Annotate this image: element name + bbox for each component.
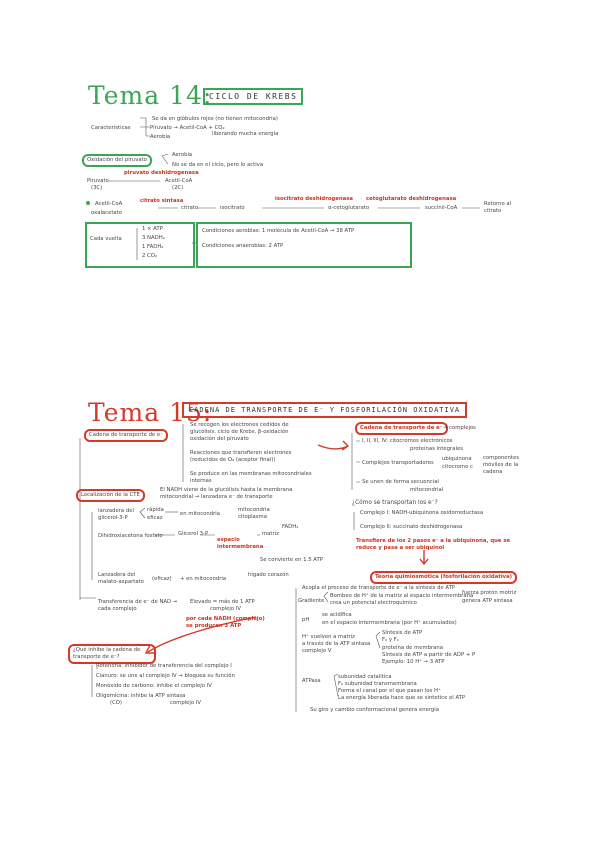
eleva: Elevado = más de 1 ATP — [190, 599, 255, 605]
car-3: Aerobia — [150, 134, 171, 140]
ct-5: ubiquinona — [442, 456, 472, 462]
teo-17: F₀ subunidad transmembrana — [338, 681, 417, 687]
lanz-asp-2: malato-aspartato — [98, 579, 144, 585]
c-4: Reacciones que transfieren electrones — [190, 450, 292, 456]
cetoglutarato: α-cetoglutarato — [328, 205, 370, 211]
espacio: espacio intermembrana — [217, 537, 264, 550]
gradiente: Gradiente — [298, 598, 325, 604]
tema15-box-label: CADENA DE TRANSPORTE DE E⁻ Y FOSFORILACIÓN OXIDATIVA — [182, 402, 467, 418]
tema14-box-label: CICLO DE KREBS — [203, 88, 303, 105]
eficaz: eficaz — [147, 515, 163, 521]
transf: Transferencia de e⁻ de NAD → cada complejo — [98, 599, 178, 612]
v-1: 1 × ATP — [142, 226, 163, 232]
rapida: rápida — [147, 507, 164, 513]
teo-15: Ejemplo: 10 H⁺ → 3 ATP — [382, 659, 445, 665]
ct-4: Complejos transportadores — [362, 460, 434, 466]
isocitrato-dh: isocitrato deshidrogenasa — [275, 196, 353, 202]
c-1: Se recogen los electrones cedidos de — [190, 422, 289, 428]
teo-13: proteína de membrana — [382, 645, 444, 651]
pdh-enzyme: piruvato deshidrogenasa — [124, 170, 199, 176]
cond-1: Condiciones aerobias: 1 molécula de Acetil-CoA → 38 ATP — [202, 228, 355, 234]
cadena-label: Cadena de transporte de e⁻ — [84, 429, 168, 442]
ox-2: No se da en el ciclo, pero lo activa — [172, 162, 264, 168]
matriz: matriz — [262, 531, 279, 537]
ct-7: componentes móviles de la cadena — [483, 455, 519, 475]
in-1: Rotenona: inhibidor de transferencia del complejo I — [96, 663, 232, 669]
oxalacetato: oxalacetato — [91, 210, 122, 216]
v-4: 2 CO₂ — [142, 253, 158, 259]
c-3: oxidación del piruvato — [190, 436, 249, 442]
c-6: Se produce en las membranas mitocondriales — [190, 471, 312, 477]
teo-12: F₀ y F₁ — [382, 637, 399, 643]
lanz-asp-1: Lanzadera del — [98, 572, 136, 578]
isocitrato: isocitrato — [220, 205, 245, 211]
c-5: (reducidos de O₂ (aceptor final)) — [190, 457, 276, 463]
car-1: Se da en glóbulos rojos (no tienen mitocondria) — [152, 116, 278, 122]
ct-2: I, II, III, IV: citocromos electrónicos — [362, 438, 453, 444]
teo-11: Síntesis de ATP — [382, 630, 423, 636]
ct-3: proteínas integrales — [410, 446, 463, 452]
localizacion-label: Localización de la CTE — [76, 489, 145, 502]
teo-20: Su giro y cambio conformacional genera energía — [310, 707, 439, 713]
ox-1: Aerobia — [172, 152, 193, 158]
ct-8: Se unen de forma secuencial — [362, 479, 439, 485]
fadh: FADH₂ — [282, 524, 299, 530]
retorno: Retorno al citrato — [484, 201, 512, 214]
c-7: internas — [190, 478, 212, 484]
c-2: glucólisis, ciclo de Krebs, β-oxidación — [190, 429, 289, 435]
citrato-sintasa: citrato sintasa — [140, 198, 184, 204]
teo-16: subunidad catalítica — [338, 674, 392, 680]
in-5: (CO) — [110, 700, 123, 706]
teo-14: Síntesis de ATP a partir de ADP + P — [382, 652, 476, 658]
acetil: Acetil-CoA — [165, 178, 193, 184]
lanz-2: glicerol-3-P — [98, 515, 128, 521]
teo-8: H⁺ vuelven a matriz — [302, 634, 355, 640]
teo-10: complejo V — [302, 648, 332, 654]
caracteristicas-label: Características — [91, 125, 131, 131]
ct-1: 4 complejos — [444, 425, 476, 431]
v-3: 1 FADH₂ — [142, 244, 164, 250]
inhibe-label: ¿Qué inhibe la cadena de transporte de e⁻? — [68, 644, 156, 664]
oxidacion-label: Oxidación del piruvato — [82, 154, 152, 167]
como-2: Complejo II: succinato deshidrogenasa — [360, 524, 463, 530]
in-2: Cianuro: se une al complejo IV → bloquea su función — [96, 673, 235, 679]
teo-2: Bombeo de H⁺ de la matriz al espacio intermembrana — [330, 593, 474, 599]
teo-9: a través de la ATP sintasa — [302, 641, 371, 647]
como-1: Complejo I: NADH-ubiquinona oxidorreductasa — [360, 510, 484, 516]
higado: hígado corazón — [248, 572, 289, 578]
lenta: (eficaz) — [152, 576, 172, 582]
loc-2: mitocondrial → lanzadera e⁻ de transporte — [160, 494, 273, 500]
v-2: 3 NADH₂ — [142, 235, 165, 241]
lanz-1: lanzadera del — [98, 508, 134, 514]
teo-6: se acidifica — [322, 612, 352, 618]
como-3: Transfiere de los 2 pasos e⁻ a la ubiquinona, que se reduce y pasa a ser ubiquinol — [356, 538, 511, 551]
in-3: Monóxido de carbono: inhibe el complejo IV — [96, 683, 212, 689]
piruvato: Piruvato — [87, 178, 109, 184]
car-4: liberando mucha energía — [212, 131, 279, 137]
dihidroxi: Dihidroxiacetona fosfato — [98, 533, 163, 539]
piruvato-c: (3C) — [91, 185, 103, 191]
g3p: Glicerol 3-P — [178, 531, 209, 537]
teo-18: Forma el canal por el que pasan los H⁺ — [338, 688, 441, 694]
teo-4: fuerza protón motriz — [462, 590, 517, 596]
acetil-coa-cycle: Acetil-CoA — [95, 201, 123, 207]
como-title: ¿Cómo se transportan los e⁻? — [352, 500, 438, 506]
car-2: Piruvato → Acetil-CoA + CO₂ — [150, 125, 225, 131]
nadh-3atp-2: se producen 3 ATP — [186, 623, 242, 629]
teoria-label: Teoría quimiosmótica (fosforilación oxidativa) — [370, 571, 517, 584]
teo-19: La energía liberada hace que se sintetice el ATP — [338, 695, 466, 701]
cadena-transporte-label: Cadena de transporte de e⁻ — [355, 422, 448, 435]
atp-rate: Se convierte en 1.5 ATP — [260, 557, 323, 563]
cada-vuelta-label: Cada vuelta — [90, 236, 122, 242]
cetoglutarato-dh: cetoglutarato deshidrogenasa — [366, 196, 457, 202]
atpasa: ATPasa — [302, 678, 321, 684]
loc-1: El NADH viene de la glucólisis hasta la membrana — [160, 487, 293, 493]
tema15-title: Tema 15: — [88, 398, 213, 427]
in-6: complejo IV — [170, 700, 201, 706]
in-4: Oligomicina: inhibe la ATP sintasa — [96, 693, 186, 699]
teo-1: Acopla el proceso de transporte de e⁻ a la síntesis de ATP — [302, 585, 456, 591]
mas-mito: + en mitocondria — [180, 576, 227, 582]
teo-3: crea un potencial electroquímico — [330, 600, 417, 606]
cit: mitocondria citoplasma — [238, 507, 270, 520]
mitoc: en mitocondria — [180, 511, 221, 517]
cond-2: Condiciones anaerobias: 2 ATP — [202, 243, 284, 249]
teo-7: en el espacio intermembrana (por H⁺ acumulados) — [322, 620, 457, 626]
ct-9: mitocondrial — [410, 487, 444, 493]
complejo-iv: complejo IV — [210, 606, 241, 612]
ph: pH — [302, 617, 310, 623]
acetil-c: (2C) — [172, 185, 184, 191]
tema14-title: Tema 14: — [88, 81, 213, 110]
nadh-3atp: por cada NADH (complejo) — [186, 616, 265, 622]
ct-6: citocromo c — [442, 464, 473, 470]
citrato: citrato — [181, 205, 199, 211]
teo-5: genera ATP sintasa — [462, 598, 513, 604]
succinil: succinil-CoA — [425, 205, 458, 211]
